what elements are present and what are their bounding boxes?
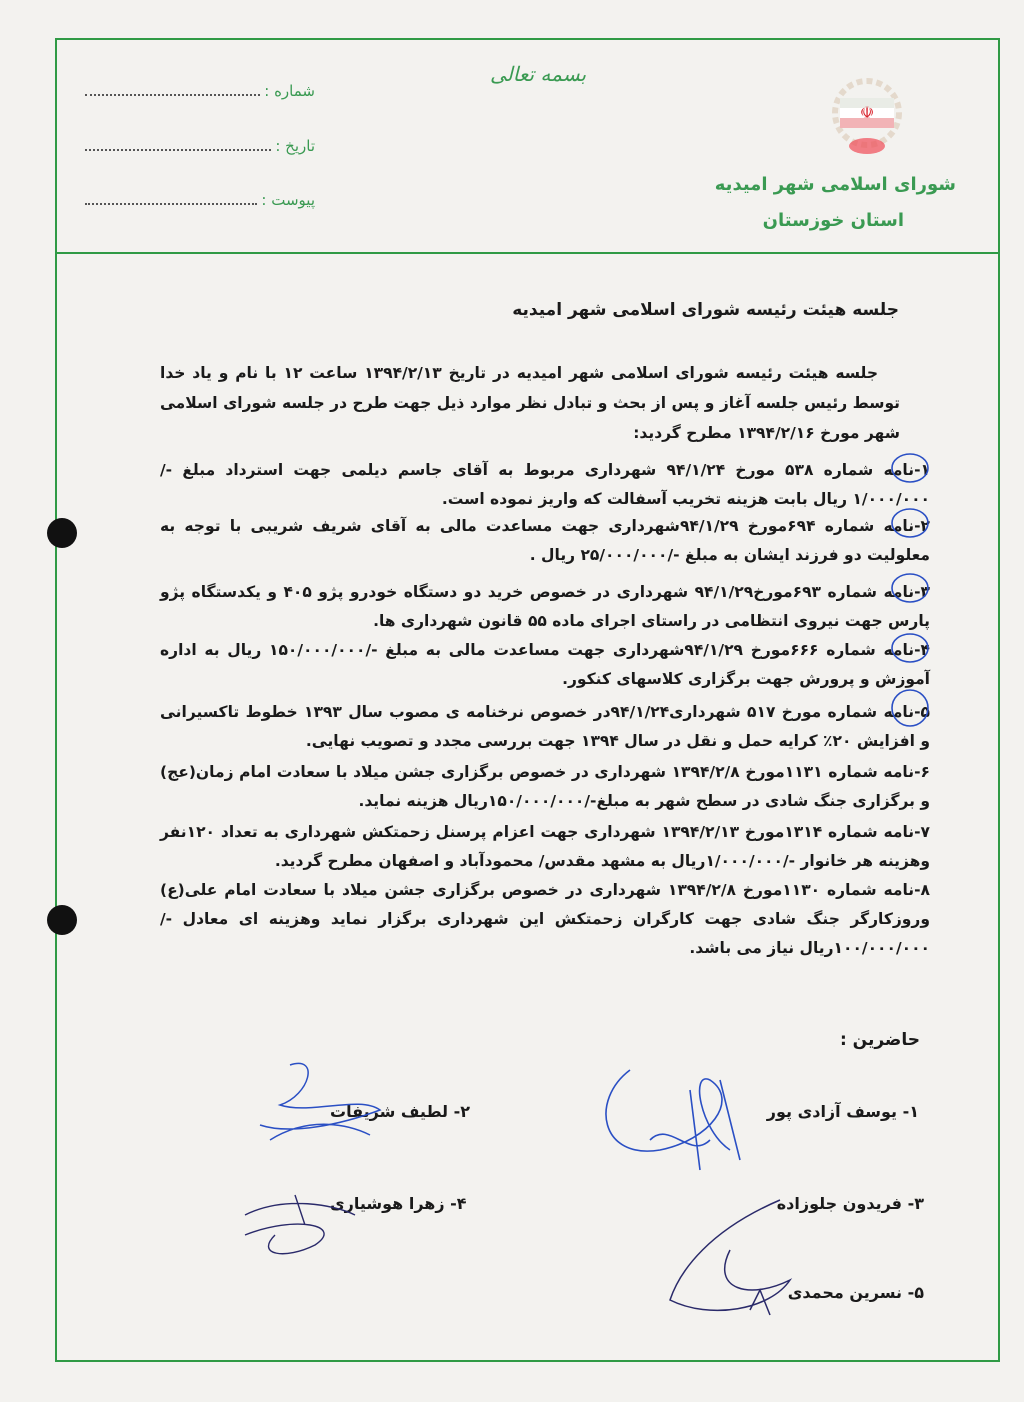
svg-text:☫: ☫ <box>859 103 875 122</box>
emblem-icon <box>812 78 922 158</box>
item-number: ۳- <box>914 583 930 601</box>
number-field <box>85 82 315 100</box>
item-text: نامه شماره ۶۹۳مورخ۹۴/۱/۲۹ شهرداری در خصوص خرید دو دستگاه خودرو پژو ۴۰۵ و یکدستگاه پژو پارس جهت نیروی انتظامی در راستای اجرای ماده ۵۵ قانون شهرداری ها. <box>160 583 930 630</box>
attendee: ۳- فریدون جلوزاده <box>776 1194 924 1213</box>
attendees-label: حاضرین : <box>839 1030 920 1050</box>
item-number: ۴- <box>914 641 930 659</box>
agenda-item <box>160 512 930 570</box>
intro-paragraph: جلسه هیئت رئیسه شورای اسلامی شهر امیدیه در تاریخ ۱۳۹۴/۲/۱۳ ساعت ۱۲ با نام و یاد خدا توسط رئیس جلسه آغاز و پس از بحث و تبادل نظر موارد ذیل جهت طرح در جلسه شورای اسلامی شهر مورخ ۱۳۹۴/۲/۱۶ مطرح گردید: <box>160 364 900 442</box>
attendee: ۴- زهرا هوشیاری <box>330 1194 467 1213</box>
province-name: استان خوزستان <box>762 210 904 231</box>
signature <box>250 1055 390 1155</box>
agenda-item <box>160 636 930 694</box>
agenda-item <box>160 758 930 816</box>
agenda-item <box>160 456 930 514</box>
attendee: ۵- نسرین محمدی <box>787 1283 924 1302</box>
item-text: نامه شماره ۶۶۶مورخ ۹۴/۱/۲۹شهرداری جهت مساعدت مالی به مبلغ -/۱۵۰/۰۰۰/۰۰۰ ریال به اداره آموزش و پرورش جهت برگزاری کلاسهای کنکور. <box>160 641 930 688</box>
item-number: ۶- <box>914 763 930 781</box>
item-text: نامه شماره ۱۱۳۱مورخ ۱۳۹۴/۲/۸ شهرداری در خصوص برگزاری جشن میلاد با سعادت امام زمان(عج) و برگزاری جنگ شادی در سطح شهر به مبلغ-/۱۵۰/۰۰۰/۰۰۰ریال هزینه نماید. <box>160 763 930 810</box>
pen-marks <box>880 450 940 730</box>
agenda-item <box>160 698 930 756</box>
signature <box>650 1190 800 1330</box>
number-label: شماره : <box>264 82 315 100</box>
attachment-field <box>85 191 315 209</box>
organization-name: شورای اسلامی شهر امیدیه <box>714 174 956 195</box>
item-text: نامه شماره ۱۱۳۰مورخ ۱۳۹۴/۲/۸ شهرداری در خصوص برگزاری جشن میلاد با سعادت امام علی(ع) وروزکارگر جنگ شادی جهت کارگران زحمتکش این شهرداری برگزار نماید وهزینه ای معادل -/۱۰۰/۰۰۰/۰۰۰ریال نیاز می باشد. <box>160 881 930 957</box>
item-number: ۷- <box>914 823 930 841</box>
item-text: نامه شماره ۱۳۱۴مورخ ۱۳۹۴/۲/۱۳ شهرداری جهت اعزام پرسنل زحمتکش شهرداری به تعداد ۱۲۰نفر وهزینه هر خانوار -/۱/۰۰۰/۰۰۰ریال به مشهد مقدس/ محمودآباد و اصفهان مطرح گردید. <box>160 823 930 870</box>
basmala: بسمه تعالی <box>490 62 587 86</box>
item-number: ۸- <box>914 881 931 899</box>
signature <box>590 1060 780 1180</box>
attendee: ۲- لطیف شریفات <box>330 1102 471 1121</box>
item-text: نامه شماره مورخ ۵۱۷ شهرداری۹۴/۱/۲۴در خصوص نرخنامه ی مصوب سال ۱۳۹۳ خطوط تاکسیرانی و افزایش ۲۰٪ کرایه حمل و نقل در سال ۱۳۹۴ جهت بررسی مجدد و تصویب نهایی. <box>160 703 930 750</box>
agenda-item <box>160 876 930 963</box>
date-field <box>85 137 315 155</box>
date-label: تاریخ : <box>275 137 315 155</box>
item-number: ۱- <box>914 461 930 479</box>
attachment-label: پیوست : <box>261 191 315 209</box>
punch-hole <box>47 518 77 548</box>
attendee: ۱- یوسف آزادی پور <box>766 1102 919 1121</box>
header-divider <box>55 252 1000 254</box>
item-text: نامه شماره ۶۹۴مورخ ۹۴/۱/۲۹شهرداری جهت مساعدت مالی به آقای شریف شریبی با توجه به معلولیت دو فرزند ایشان به مبلغ -/۲۵/۰۰۰/۰۰۰ ریال . <box>160 517 930 564</box>
signature <box>235 1185 365 1265</box>
item-number: ۵- <box>914 703 930 721</box>
punch-hole <box>47 905 77 935</box>
item-number: ۲- <box>914 517 930 535</box>
document-title: جلسه هیئت رئیسه شورای اسلامی شهر امیدیه <box>512 300 899 320</box>
agenda-item <box>160 578 930 636</box>
item-text: نامه شماره ۵۳۸ مورخ ۹۴/۱/۲۴ شهرداری مربوط به آقای جاسم دیلمی جهت استرداد مبلغ -/۱/۰۰۰/۰۰۰ ریال بابت هزینه تخریب آسفالت که واریز نموده است. <box>160 461 930 508</box>
agenda-item <box>160 818 930 876</box>
